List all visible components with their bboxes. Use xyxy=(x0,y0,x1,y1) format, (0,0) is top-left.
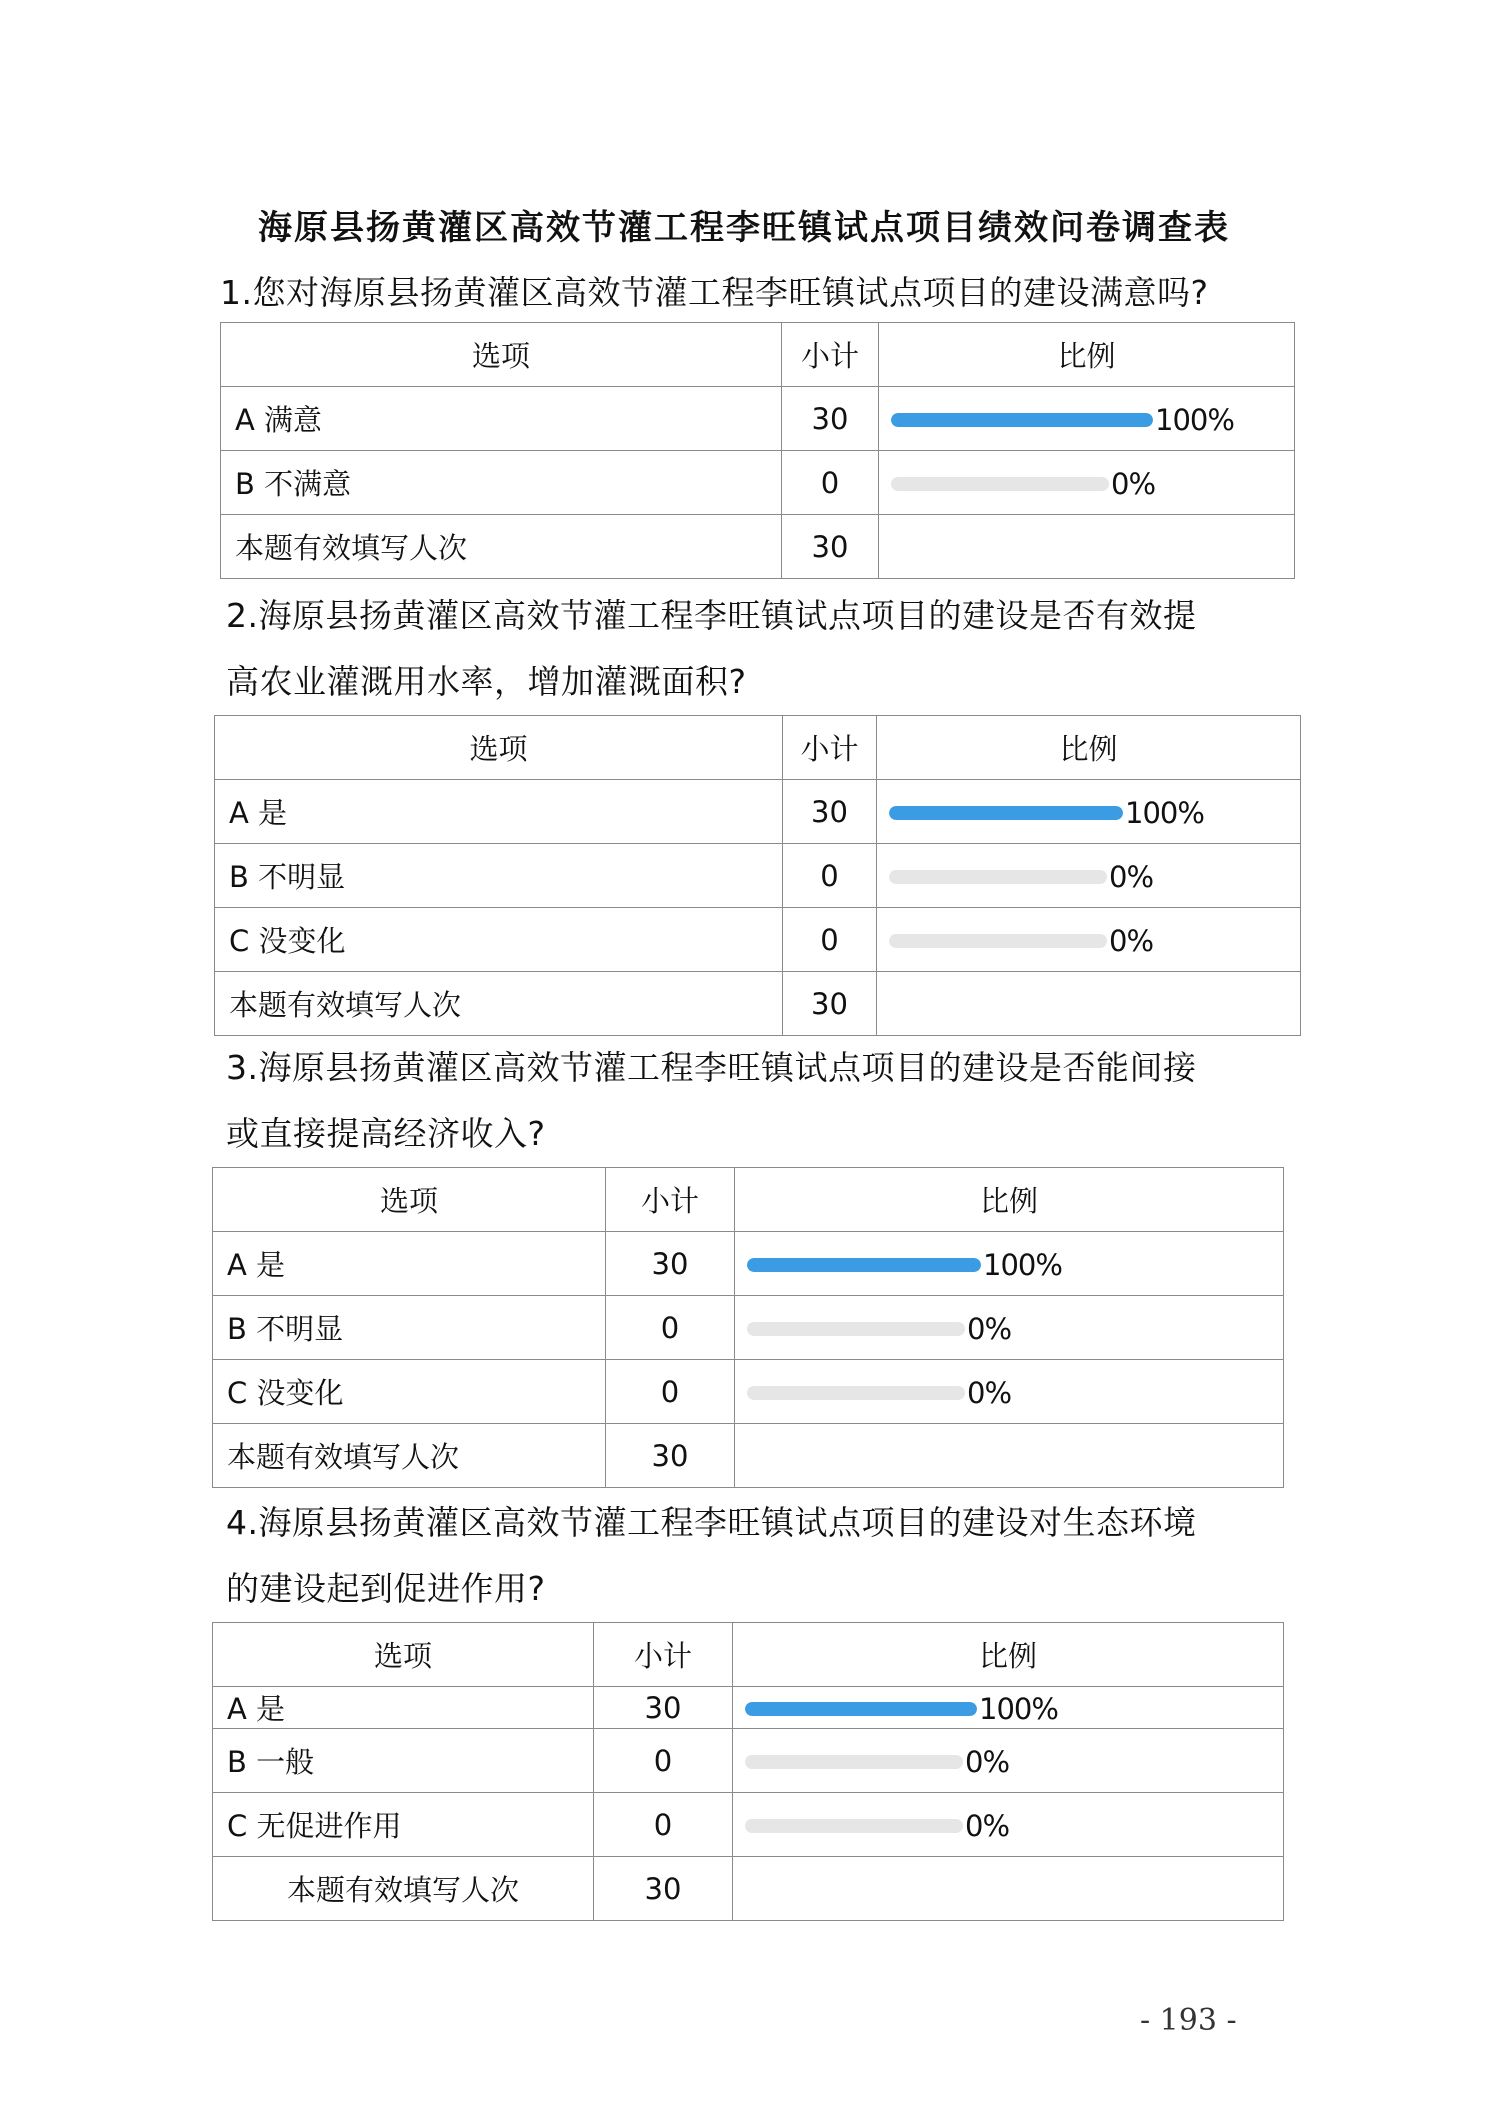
table-row xyxy=(213,1729,1284,1793)
option-label: A 满意 xyxy=(221,387,782,451)
ratio-cell xyxy=(877,844,1301,908)
ratio-cell xyxy=(733,1687,1284,1729)
option-label: A 是 xyxy=(213,1232,606,1296)
option-count: 0 xyxy=(594,1729,733,1793)
header-ratio: 比例 xyxy=(879,323,1295,387)
ratio-percent: 0% xyxy=(1109,923,1154,958)
header-count: 小计 xyxy=(606,1168,735,1232)
ratio-bar-fill xyxy=(889,806,1123,820)
total-label: 本题有效填写人次 xyxy=(213,1857,594,1921)
option-count: 30 xyxy=(783,780,877,844)
total-count: 30 xyxy=(782,515,879,579)
ratio-cell xyxy=(877,780,1301,844)
ratio-bar-fill xyxy=(745,1702,977,1716)
question-2-title-line2: 高农业灌溉用水率，增加灌溉面积? xyxy=(226,662,747,701)
total-ratio-empty xyxy=(877,972,1301,1036)
option-count: 30 xyxy=(594,1687,733,1729)
ratio-bar xyxy=(889,934,1107,948)
ratio-cell xyxy=(735,1360,1284,1424)
table-row xyxy=(215,844,1301,908)
ratio-bar xyxy=(745,1819,963,1833)
header-ratio: 比例 xyxy=(733,1623,1284,1687)
ratio-percent: 0% xyxy=(967,1311,1012,1346)
header-ratio: 比例 xyxy=(735,1168,1284,1232)
header-count: 小计 xyxy=(783,716,877,780)
table-row xyxy=(221,451,1295,515)
option-label: A 是 xyxy=(215,780,783,844)
question-3 xyxy=(212,1035,1284,1488)
total-count: 30 xyxy=(606,1424,735,1488)
total-count: 30 xyxy=(594,1857,733,1921)
document-title: 海原县扬黄灌区高效节灌工程李旺镇试点项目绩效问卷调查表 xyxy=(258,208,1230,248)
option-label: C 没变化 xyxy=(215,908,783,972)
total-ratio-empty xyxy=(735,1424,1284,1488)
ratio-cell xyxy=(879,451,1295,515)
ratio-percent: 0% xyxy=(1111,466,1156,501)
option-label: B 不满意 xyxy=(221,451,782,515)
option-label: B 不明显 xyxy=(213,1296,606,1360)
option-label: C 没变化 xyxy=(213,1360,606,1424)
total-ratio-empty xyxy=(879,515,1295,579)
ratio-bar xyxy=(745,1755,963,1769)
ratio-cell xyxy=(735,1296,1284,1360)
ratio-cell xyxy=(733,1793,1284,1857)
question-1-title: 1.您对海原县扬黄灌区高效节灌工程李旺镇试点项目的建设满意吗? xyxy=(220,273,1209,312)
total-row xyxy=(213,1857,1284,1921)
header-option: 选项 xyxy=(215,716,783,780)
header-option: 选项 xyxy=(221,323,782,387)
header-count: 小计 xyxy=(594,1623,733,1687)
ratio-percent: 100% xyxy=(979,1691,1058,1726)
header-option: 选项 xyxy=(213,1623,594,1687)
question-3-title-line1: 3.海原县扬黄灌区高效节灌工程李旺镇试点项目的建设是否能间接 xyxy=(226,1048,1197,1087)
question-1 xyxy=(220,264,1295,579)
question-2-title-line1: 2.海原县扬黄灌区高效节灌工程李旺镇试点项目的建设是否有效提 xyxy=(226,596,1197,635)
table-row xyxy=(215,908,1301,972)
ratio-percent: 100% xyxy=(1155,402,1234,437)
ratio-bar-fill xyxy=(747,1258,981,1272)
ratio-bar xyxy=(747,1322,965,1336)
question-1-table xyxy=(220,322,1295,579)
table-row xyxy=(221,387,1295,451)
option-count: 30 xyxy=(606,1232,735,1296)
option-label: B 不明显 xyxy=(215,844,783,908)
question-3-title-line2: 或直接提高经济收入? xyxy=(226,1114,546,1153)
ratio-bar xyxy=(889,870,1107,884)
ratio-percent: 100% xyxy=(983,1247,1062,1282)
ratio-percent: 100% xyxy=(1125,795,1204,830)
ratio-bar xyxy=(747,1386,965,1400)
question-3-table xyxy=(212,1167,1284,1488)
total-count: 30 xyxy=(783,972,877,1036)
question-2-table xyxy=(214,715,1301,1036)
table-row xyxy=(213,1793,1284,1857)
option-label: A 是 xyxy=(213,1687,594,1729)
question-4-title-line1: 4.海原县扬黄灌区高效节灌工程李旺镇试点项目的建设对生态环境 xyxy=(226,1503,1197,1542)
ratio-cell xyxy=(879,387,1295,451)
question-2 xyxy=(214,583,1301,1036)
total-row xyxy=(215,972,1301,1036)
total-label: 本题有效填写人次 xyxy=(213,1424,606,1488)
ratio-cell xyxy=(877,908,1301,972)
total-ratio-empty xyxy=(733,1857,1284,1921)
total-row xyxy=(213,1424,1284,1488)
ratio-percent: 0% xyxy=(965,1808,1010,1843)
ratio-bar xyxy=(889,806,1123,820)
ratio-cell xyxy=(735,1232,1284,1296)
ratio-percent: 0% xyxy=(1109,859,1154,894)
option-count: 0 xyxy=(606,1296,735,1360)
total-label: 本题有效填写人次 xyxy=(215,972,783,1036)
option-label: B 一般 xyxy=(213,1729,594,1793)
ratio-cell xyxy=(733,1729,1284,1793)
table-row xyxy=(213,1232,1284,1296)
table-row xyxy=(213,1687,1284,1729)
option-count: 0 xyxy=(782,451,879,515)
ratio-percent: 0% xyxy=(967,1375,1012,1410)
ratio-bar xyxy=(747,1258,981,1272)
option-count: 0 xyxy=(606,1360,735,1424)
ratio-bar-fill xyxy=(891,413,1153,427)
question-4 xyxy=(212,1490,1284,1921)
question-4-table xyxy=(212,1622,1284,1921)
option-count: 30 xyxy=(782,387,879,451)
total-label: 本题有效填写人次 xyxy=(221,515,782,579)
ratio-bar xyxy=(891,413,1153,427)
table-row xyxy=(213,1296,1284,1360)
total-row xyxy=(221,515,1295,579)
table-row xyxy=(215,780,1301,844)
header-option: 选项 xyxy=(213,1168,606,1232)
header-ratio: 比例 xyxy=(877,716,1301,780)
question-4-title-line2: 的建设起到促进作用? xyxy=(226,1569,546,1608)
option-count: 0 xyxy=(783,908,877,972)
ratio-bar xyxy=(745,1702,977,1716)
table-row xyxy=(213,1360,1284,1424)
ratio-percent: 0% xyxy=(965,1744,1010,1779)
option-count: 0 xyxy=(594,1793,733,1857)
ratio-bar xyxy=(891,477,1109,491)
page-number: - 193 - xyxy=(1140,2003,1237,2038)
option-count: 0 xyxy=(783,844,877,908)
option-label: C 无促进作用 xyxy=(213,1793,594,1857)
header-count: 小计 xyxy=(782,323,879,387)
